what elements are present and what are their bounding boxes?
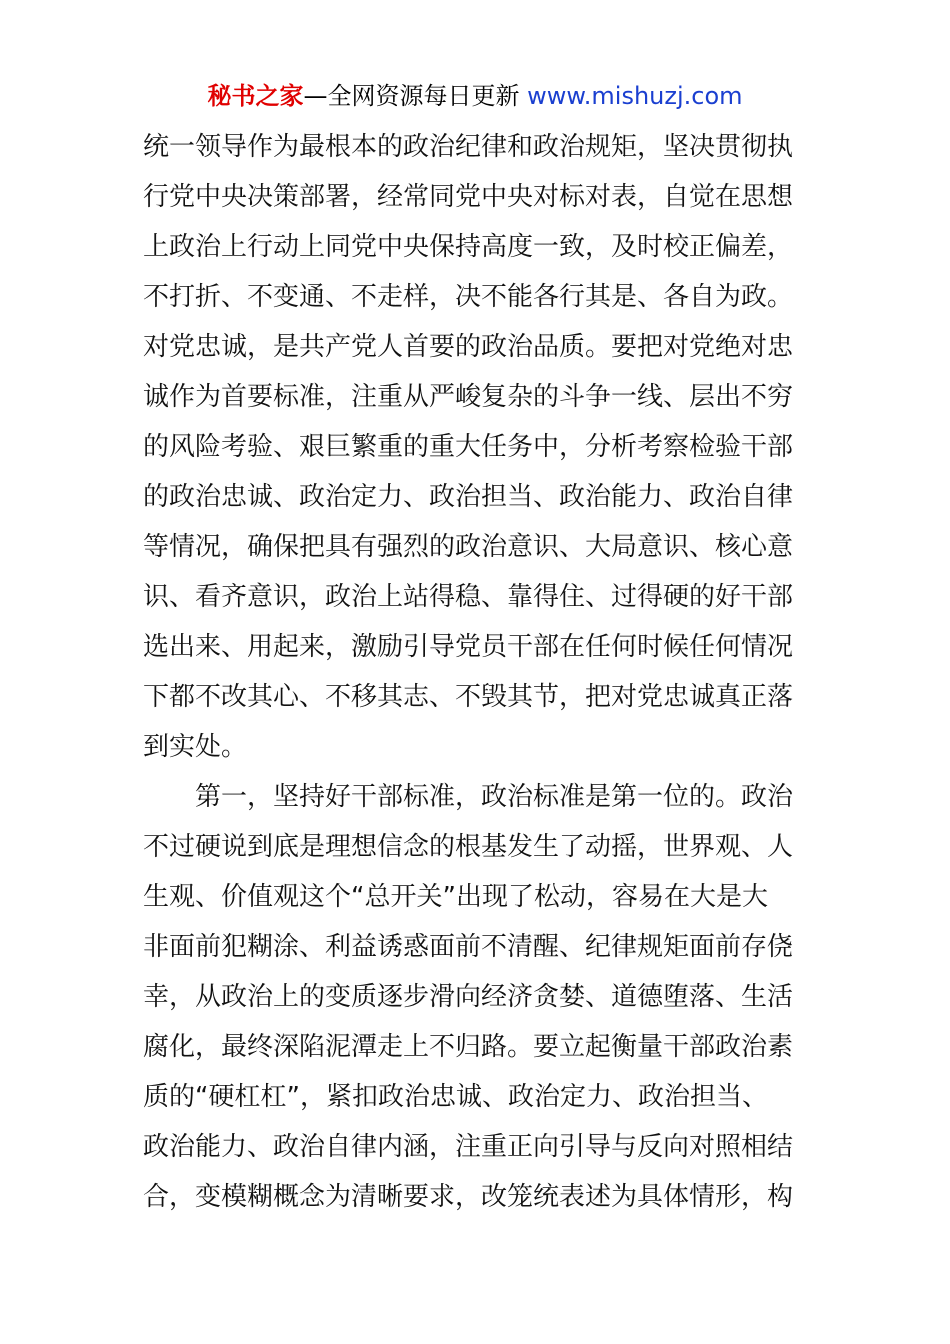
text-line: 幸，从政治上的变质逐步滑向经济贪婪、道德堕落、生活 bbox=[143, 982, 794, 1012]
text-line: 等情况，确保把具有强烈的政治意识、大局意识、核心意 bbox=[143, 532, 794, 562]
site-brand: 秘书之家 bbox=[207, 82, 304, 110]
text-line: 上政治上行动上同党中央保持高度一致，及时校正偏差， bbox=[143, 232, 794, 262]
text-line: 选出来、用起来，激励引导党员干部在任何时候任何情况 bbox=[143, 632, 794, 662]
text-line: 质的“硬杠杠”，紧扣政治忠诚、政治定力、政治担当、 bbox=[143, 1082, 768, 1112]
text-line: 到实处。 bbox=[143, 732, 248, 762]
text-line: 不打折、不变通、不走样，决不能各行其是、各自为政。 bbox=[143, 282, 794, 312]
text-line: 对党忠诚，是共产党人首要的政治品质。要把对党绝对忠 bbox=[143, 332, 794, 362]
site-header bbox=[0, 80, 950, 112]
text-line: 诚作为首要标准，注重从严峻复杂的斗争一线、层出不穷 bbox=[143, 382, 794, 412]
text-line: 不过硬说到底是理想信念的根基发生了动摇，世界观、人 bbox=[143, 832, 794, 862]
paragraph-first-line: 第一，坚持好干部标准，政治标准是第一位的。政治 bbox=[195, 782, 794, 812]
text-line: 腐化，最终深陷泥潭走上不归路。要立起衡量干部政治素 bbox=[143, 1032, 794, 1062]
text-line: 生观、价值观这个“总开关”出现了松动，容易在大是大 bbox=[143, 882, 768, 912]
body-text bbox=[143, 122, 813, 1222]
text-line: 统一领导作为最根本的政治纪律和政治规矩，坚决贯彻执 bbox=[143, 132, 794, 162]
site-url-link[interactable]: www.mishuzj.com bbox=[527, 82, 743, 110]
text-line: 识、看齐意识，政治上站得稳、靠得住、过得硬的好干部 bbox=[143, 582, 794, 612]
text-line: 合，变模糊概念为清晰要求，改笼统表述为具体情形，构 bbox=[143, 1182, 794, 1212]
text-line: 政治能力、政治自律内涵，注重正向引导与反向对照相结 bbox=[143, 1132, 794, 1162]
text-line: 非面前犯糊涂、利益诱惑面前不清醒、纪律规矩面前存侥 bbox=[143, 932, 794, 962]
text-line: 的政治忠诚、政治定力、政治担当、政治能力、政治自律 bbox=[143, 482, 794, 512]
text-line: 的风险考验、艰巨繁重的重大任务中，分析考察检验干部 bbox=[143, 432, 794, 462]
text-line: 行党中央决策部署，经常同党中央对标对表，自觉在思想 bbox=[143, 182, 794, 212]
text-line: 下都不改其心、不移其志、不毁其节，把对党忠诚真正落 bbox=[143, 682, 794, 712]
site-tagline: —全网资源每日更新 bbox=[303, 82, 528, 110]
